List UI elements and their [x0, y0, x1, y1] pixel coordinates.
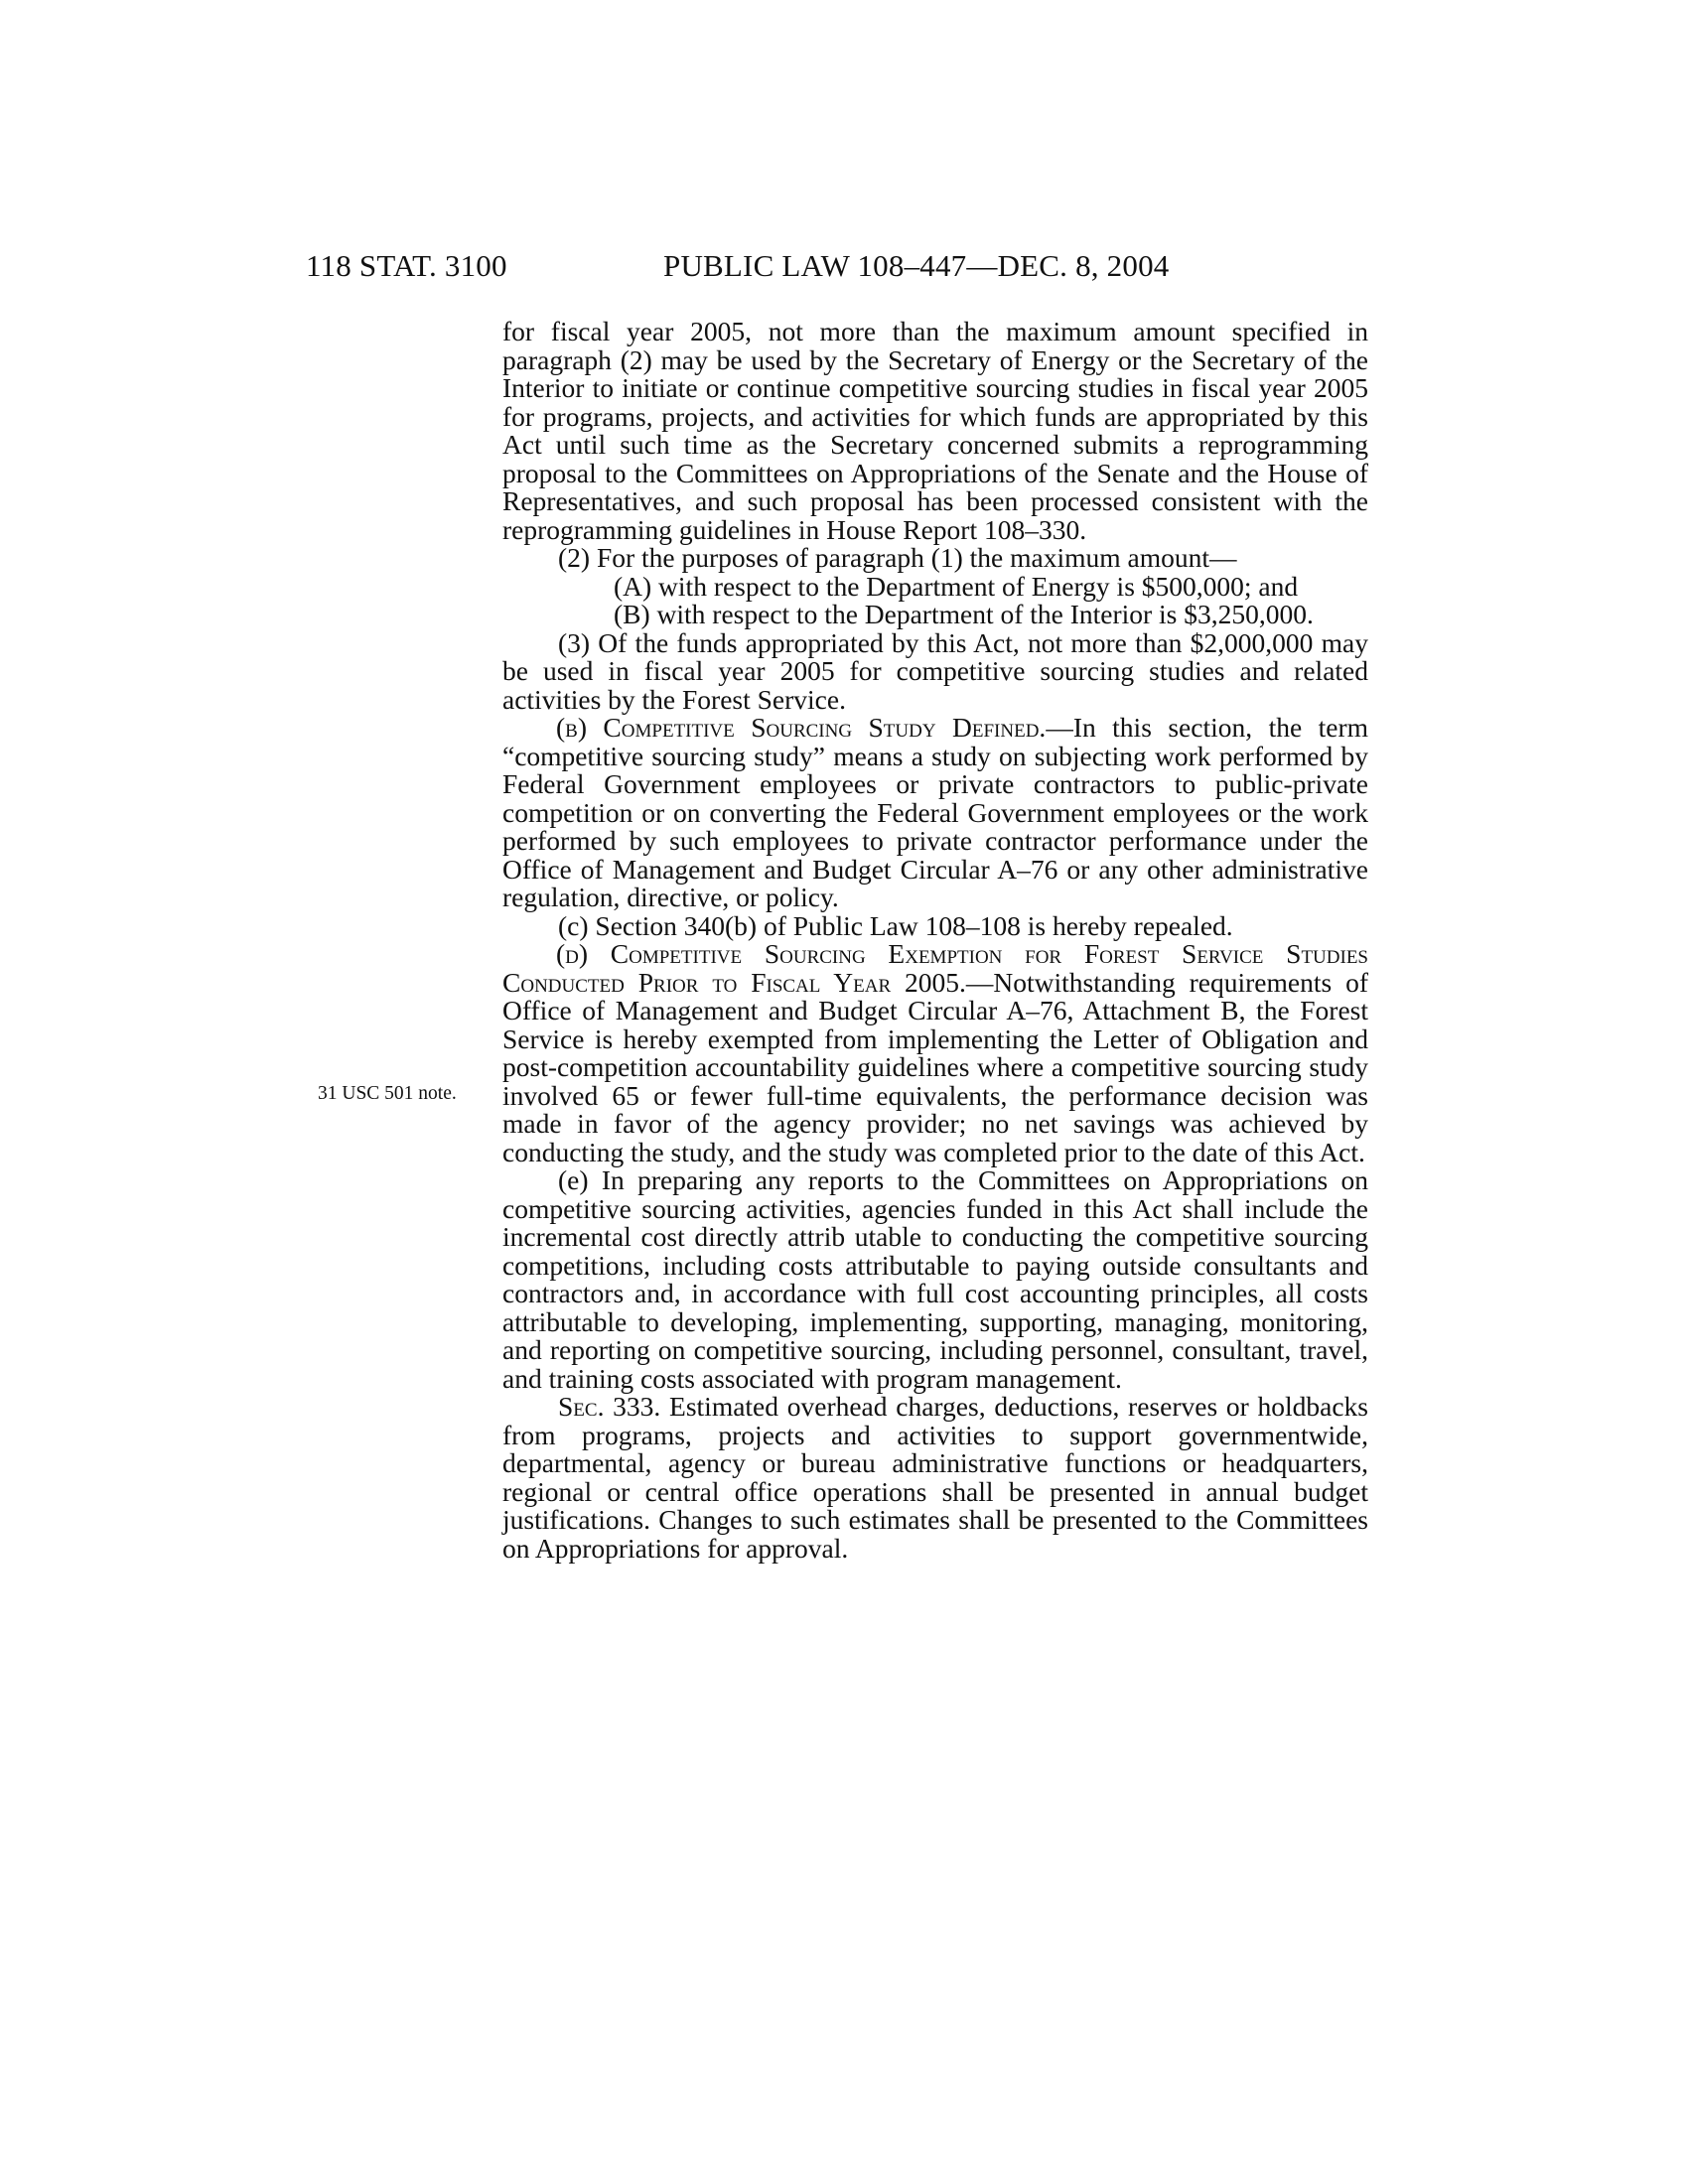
section-text: Estimated overhead charges, deductions, reserves or holdbacks from programs, projects and activities to support governmentwide, departmental, agency or bureau administrative functions or headquarters, regional or central office operations shall be presented in annual budget justifications. Changes to such estimates shall be presented to the Committees on Appropriations for approval.: [502, 1391, 1369, 1564]
running-title: PUBLIC LAW 108–447—DEC. 8, 2004: [663, 248, 1170, 283]
margin-note: 31 USC 501 note.: [318, 1083, 457, 1104]
paragraph-3: (3) Of the funds appropriated by this Act, not more than $2,000,000 may be used in fiscal year 2005 for competitive sourcing studies and related activities by the Forest Service.: [502, 626, 1368, 715]
paragraph-2: (2) For the purposes of paragraph (1) the maximum amount—: [558, 542, 1237, 573]
subparagraph-b: (B) with respect to the Department of the Interior is $3,250,000.: [614, 599, 1314, 629]
subsection-b: [502, 714, 1368, 912]
subsection-c: (c) Section 340(b) of Public Law 108–108 is hereby repealed.: [558, 909, 1233, 941]
page-number-header: 118 STAT. 3100: [306, 248, 507, 283]
section-333: [502, 1393, 1368, 1563]
subparagraph-a: (A) with respect to the Department of Energy is $500,000; and: [614, 570, 1299, 602]
subsection-d: [502, 940, 1368, 1166]
subsection-d-text: —Notwithstanding requirements of Office of Management and Budget Circular A–76, Attachment B, the Forest Service is hereby exempted from implementing the Letter of Obligation and post-competition accountability guidelines where a competitive sourcing study involved 65 or fewer full-time equivalents, the performance decision was made in favor of the agency provider; no net savings was achieved by conducting the study, and the study was completed prior to the date of this Act.: [502, 966, 1368, 1167]
section-label: Sec. 333.: [558, 1391, 661, 1422]
document-body: [502, 318, 1368, 1563]
subsection-d-heading: (d) Competitive Sourcing Exemption for Forest Service Studies Conducted Prior to Fiscal Year 2005.: [502, 938, 1368, 998]
paragraph-continued: for fiscal year 2005, not more than the maximum amount specified in paragraph (2) may be used by the Secretary of Energy or the Secretary of the Interior to initiate or continue competitive sourcing studies in fiscal year 2005 for programs, projects, and activities for which funds are appropriated by this Act until such time as the Secretary concerned submits a reprogramming proposal to the Committees on Appropriations of the Senate and the House of Representatives, and such proposal has been processed consistent with the reprogramming guidelines in House Report 108–330.: [502, 316, 1368, 545]
subsection-e: (e) In preparing any reports to the Committees on Appropriations on competitive sourcing activities, agencies funded in this Act shall include the incremental cost directly attrib utable to conducting the competitive sourcing competitions, including costs attributable to paying outside consultants and contractors and, in accordance with full cost accounting principles, all costs attributable to developing, implementing, supporting, managing, monitoring, and reporting on competitive sourcing, including personnel, consultant, travel, and training costs associated with program management.: [502, 1164, 1368, 1394]
subsection-b-heading: (b) Competitive Sourcing Study Defined.: [556, 712, 1047, 743]
subsection-b-text: —In this section, the term “competitive sourcing study” means a study on subjecting work performed by Federal Government employees or private contractors to public-private competition or on converting the Federal Government employees or the work performed by such employees to private contractor performance under the Office of Management and Budget Circular A–76 or any other administrative regulation, directive, or policy.: [502, 712, 1369, 912]
